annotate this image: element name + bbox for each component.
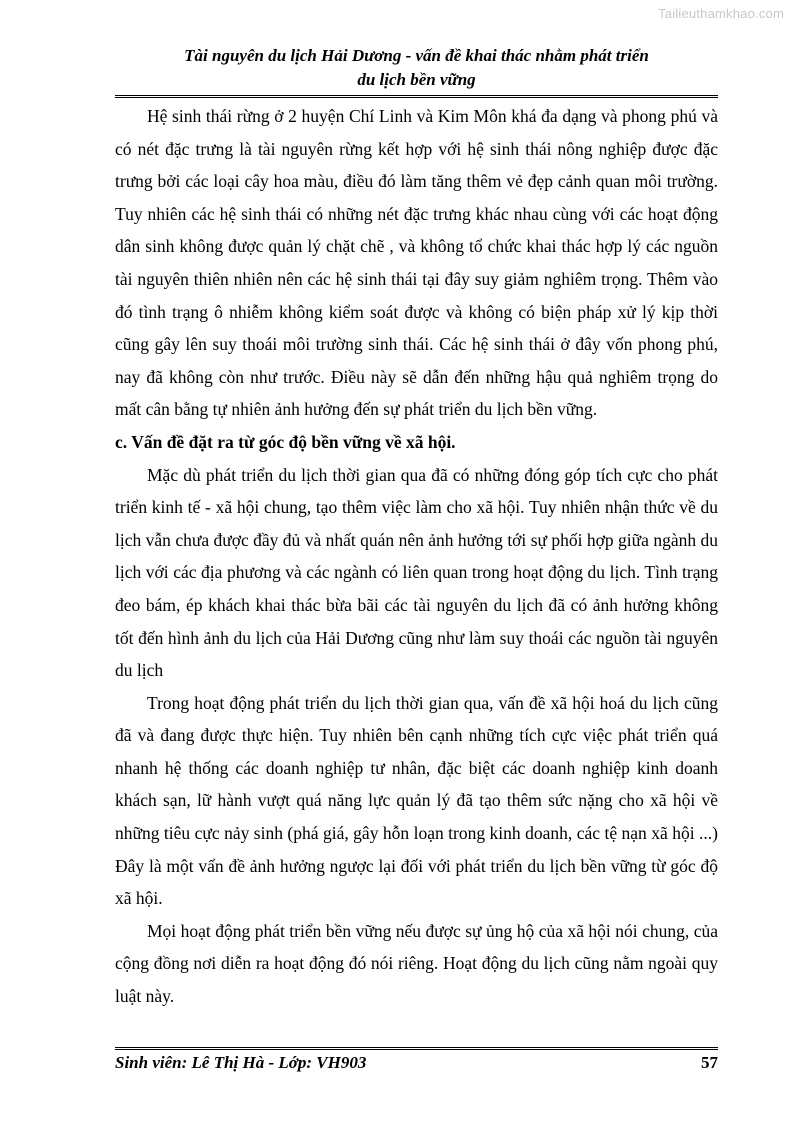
paragraph-ecosystem: Hệ sinh thái rừng ở 2 huyện Chí Linh và Kim Môn khá đa dạng và phong phú và có nét đặc trưng là tài nguyên rừng kết hợp với hệ sinh thái nông nghiệp được đặc trưng bởi các loại cây hoa màu, điều đó làm tăng thêm vẻ đẹp cảnh quan môi trường. Tuy nhiên các hệ sinh thái có những nét đặc trưng khác nhau cùng với các hoạt động dân sinh không được quản lý chặt chẽ , và không tổ chức khai thác hợp lý các nguồn tài nguyên thiên nhiên nên các hệ sinh thái tại đây suy giảm nghiêm trọng. Thêm vào đó tình trạng ô nhiễm không kiểm soát được và không có biện pháp xử lý kịp thời cũng gây lên suy thoái môi trường sinh thái. Các hệ sinh thái ở đây vốn phong phú, nay đã không còn như trước. Điều này sẽ dẫn đến những hậu quả nghiêm trọng do mất cân bằng tự nhiên ảnh hưởng đến sự phát triển du lịch bền vững. <box>115 106 718 420</box>
page-body <box>115 100 718 1013</box>
paragraph-socialization: Trong hoạt động phát triển du lịch thời gian qua, vấn đề xã hội hoá du lịch cũng đã và đang được thực hiện. Tuy nhiên bên cạnh những tích cực việc phát triển quá nhanh hệ thống các doanh nghiệp tư nhân, đặc biệt các doanh nghiệp kinh doanh khách sạn, lữ hành vượt quá năng lực quản lý đã tạo thêm sức nặng cho xã hội về những tiêu cực nảy sinh (phá giá, gây hỗn loạn trong kinh doanh, các tệ nạn xã hội ...) Đây là một vấn đề ảnh hưởng ngược lại đối với phát triển du lịch bền vững từ góc độ xã hội. <box>115 692 718 909</box>
page-header <box>115 44 718 92</box>
student-info: Sinh viên: Lê Thị Hà - Lớp: VH903 <box>115 1053 367 1072</box>
page-footer <box>115 1053 718 1079</box>
watermark: Tailieuthamkhao.com <box>658 6 784 21</box>
page-number: 57 <box>701 1053 718 1072</box>
header-divider <box>115 95 718 98</box>
paragraph-social-impact: Mặc dù phát triển du lịch thời gian qua đã có những đóng góp tích cực cho phát triển kinh tế - xã hội chung, tạo thêm việc làm cho xã hội. Tuy nhiên nhận thức về du lịch vẫn chưa được đầy đủ và nhất quán nên ảnh hưởng tới sự phối hợp giữa ngành du lịch với các địa phương và các ngành có liên quan trong hoạt động du lịch. Tình trạng đeo bám, ép khách khai thác bừa bãi các tài nguyên du lịch đã có ảnh hưởng không tốt đến hình ảnh du lịch của Hải Dương cũng như làm suy thoái các nguồn tài nguyên du lịch <box>115 464 718 681</box>
header-title-line-1: Tài nguyên du lịch Hải Dương - vấn đề khai thác nhằm phát triển <box>184 46 649 65</box>
section-heading: c. Vấn đề đặt ra từ góc độ bền vững về xã hội. <box>115 431 456 452</box>
header-title-line-2: du lịch bền vững <box>357 70 476 89</box>
footer-divider <box>115 1047 718 1050</box>
paragraph-community-support: Mọi hoạt động phát triển bền vững nếu được sự ủng hộ của xã hội nói chung, của cộng đồng nơi diễn ra hoạt động đó nói riêng. Hoạt động du lịch cũng nằm ngoài quy luật này. <box>115 920 718 1007</box>
